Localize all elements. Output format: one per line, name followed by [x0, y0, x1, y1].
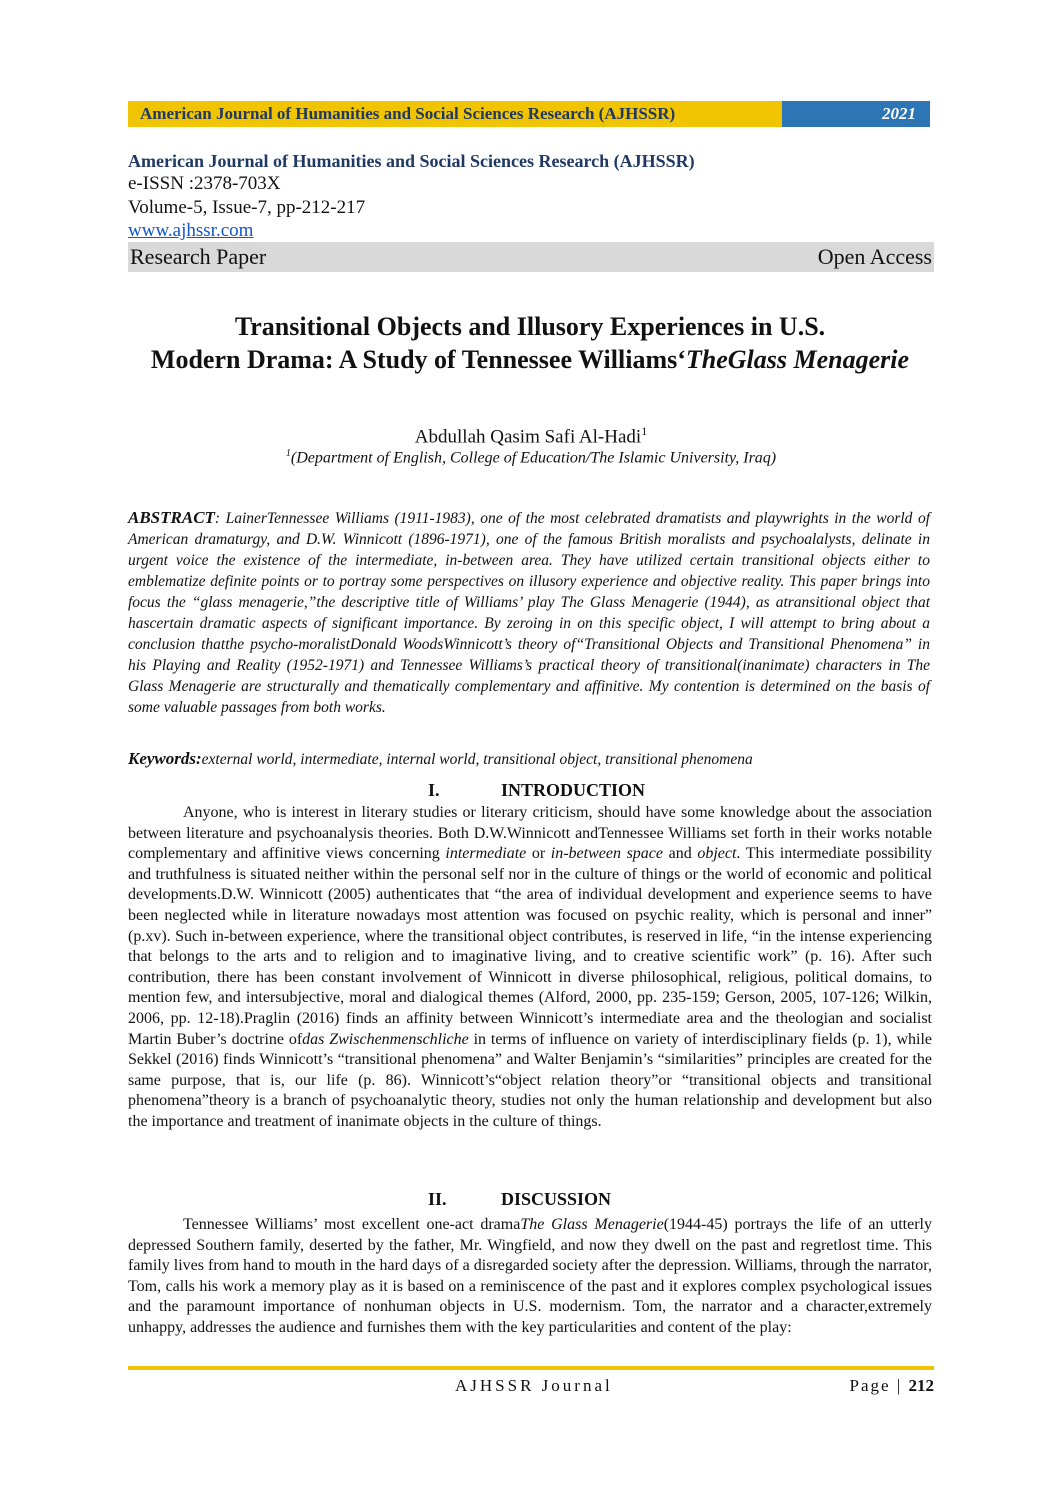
discussion-body — [128, 1215, 932, 1339]
abstract — [128, 507, 930, 718]
author-sup: 1 — [641, 424, 648, 438]
section-number: II. — [428, 1189, 447, 1209]
page-number: 212 — [908, 1376, 934, 1395]
title-line-1: Transitional Objects and Illusory Experiences in U.S. — [234, 312, 826, 341]
running-header-journal: American Journal of Humanities and Social Sciences Research (AJHSSR) — [128, 101, 782, 127]
keywords-text: external world, intermediate, internal world, transitional object, transitional phenomena — [201, 751, 753, 768]
title-italic: TheGlass Menagerie — [685, 345, 910, 374]
article-title — [150, 310, 910, 376]
journal-url-link[interactable]: www.ajhssr.com — [128, 220, 254, 241]
introduction-paragraph: Anyone, who is interest in literary studies or literary criticism, should have some knowledge about the association between literature and psychoanalysis theories. Both D.W.Winnicott andTennessee Williams set forth in their works notable complementary and affinitive views concerning intermediate or in-between space and object. This intermediate possibility and truthfulness is situated neither within the personal self nor in the culture of things or the world of economic and political developments.D.W. Winnicott (2005) authenticates that “the area of individual development and experience seems to have been neglected while in literature nowadays most attention was focused on psychic reality, which is personal and inner” (p.xv). Such in-between experience, where the transitional object contributes, is reserved in life, “in the intense experiencing that belongs to the arts and to religion and to imaginative living, and to creative scientific work” (p. 16). After such contribution, there has been constant involvement of Winnicott in diverse philosophical, religious, political domains, to mention few, and intersubjective, moral and dialogical themes (Alford, 2000, pp. 235-159; Gerson, 2005, 107-126; Wilkin, 2006, pp. 12-18).Praglin (2016) finds an affinity between Winnicott’s intermediate area and the theologian and socialist Martin Buber’s doctrine ofdas Zwischenmenschliche in terms of influence on variety of interdisciplinary fields (p. 1), while Sekkel (2016) finds Winnicott’s “transitional phenomena” and Walter Benjamin’s “similarities” principles are created for the same purpose, that is, our life (p. 86). Winnicott’s“object relation theory”or “transitional objects and transitional phenomena”theory is a branch of psychoanalytic theory, studies not only the human relationship and development but also the importance and treatment of inanimate objects in the culture of things. — [128, 804, 933, 1130]
section-heading-discussion — [128, 1187, 930, 1211]
author-name: Abdullah Qasim Safi Al-Hadi$^1$ — [414, 424, 648, 448]
abstract-label: ABSTRACT — [128, 508, 215, 527]
masthead-journal: American Journal of Humanities and Social Sciences Research (AJHSSR) — [128, 151, 695, 171]
masthead — [128, 150, 934, 272]
keywords-label: Keywords: — [128, 749, 202, 768]
footer-page: Page | 212 — [849, 1376, 934, 1395]
author-affiliation: $^1$(Department of English, College of Education/The Islamic University, Iraq) — [285, 448, 777, 467]
access-type: Open Access — [817, 244, 932, 269]
masthead-volume: Volume-5, Issue-7, pp-212-217 — [128, 197, 366, 218]
footer-journal: AJHSSR Journal — [455, 1376, 613, 1395]
section-name: INTRODUCTION — [501, 780, 646, 800]
running-header — [128, 101, 930, 127]
page-footer — [128, 1374, 934, 1398]
keywords — [128, 748, 930, 770]
section-number: I. — [428, 780, 440, 800]
discussion-paragraph: Tennessee Williams’ most excellent one-act dramaThe Glass Menagerie(1944-45) portrays the life of an utterly depressed Southern family, deserted by the father, Mr. Wingfield, and now they dwell on the past and regretlost time. This family lives from hand to mouth in the hard days of a disregarded society after the depression. Williams, through the narrator, Tom, calls his work a memory play as it is based on a reminiscence of the past and it explores complex psychological issues and the paramount importance of nonhuman objects in U.S. modernism. Tom, the narrator and a character,extremely unhappy, addresses the audience and furnishes them with the key particularities and content of the play: — [128, 1216, 933, 1336]
paper-type-bar — [128, 242, 934, 272]
section-name: DISCUSSION — [501, 1189, 612, 1209]
running-header-year: 2021 — [782, 101, 930, 127]
introduction-body — [128, 803, 932, 1133]
abstract-text: : LainerTennessee Williams (1911-1983), one of the most celebrated dramatists and playwrights in the world of American dramaturgy, and D.W. Winnicott (1896-1971), one of the famous British moralists and psychoalalysts, delinate in urgent voice the existence of the intermediate, in-between area. They have utilized certain transitional objects either to emblematize definite points or to portray some perspectives on illusory experience and objective reality. This paper brings into focus the “glass menagerie,”the descriptive title of Williams’ play The Glass Menagerie (1944), as atransitional object that hascertain dramatic aspects of significant importance. By zeroing in on this specific object, I will attempt to bring about a conclusion thatthe psycho-moralistDonald WoodsWinnicott’s theory of“Transitional Objects and Transitional Phenomena” in his Playing and Reality (1952-1971) and Tennessee Williams’s practical theory of transitional(inanimate) characters in The Glass Menagerie are structurally and thematically complementary and affinitive. My contention is determined on the basis of some valuable passages from both works. — [128, 510, 930, 716]
title-line-2: Modern Drama: A Study of Tennessee Williams‘TheGlass Menagerie — [150, 345, 910, 374]
paper-type: Research Paper — [130, 244, 267, 269]
footer-rule — [128, 1366, 934, 1370]
masthead-issn: e-ISSN :2378-703X — [128, 173, 281, 194]
affiliation-sup: 1 — [285, 448, 291, 459]
section-heading-introduction — [128, 778, 930, 802]
